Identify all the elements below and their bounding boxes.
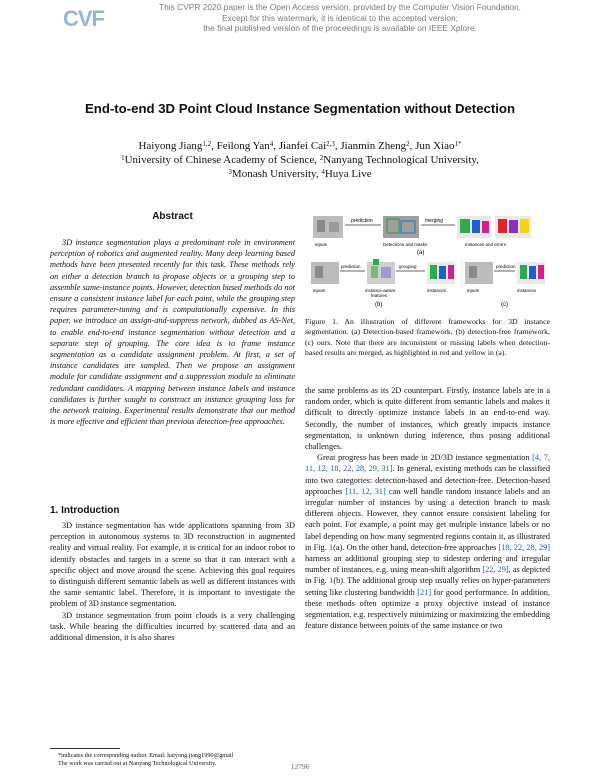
citation-link[interactable]: [11, 12, 31] (345, 486, 386, 496)
scene-thumbnail (367, 262, 395, 284)
author-sup: 1* (454, 140, 462, 148)
grouping-badge (373, 259, 379, 265)
fig-label: Instances and errors (465, 242, 507, 247)
paper-title: End-to-end 3D Point Cloud Instance Segmentation without Detection (84, 101, 516, 116)
fig-label: instance-aware (365, 288, 396, 293)
fig-label: merging (425, 218, 444, 224)
author-sup: 2 (406, 140, 410, 148)
affiliations (40, 168, 560, 182)
affiliations (40, 154, 560, 168)
affiliation: Monash University, (231, 167, 319, 180)
scene-thumbnail (427, 262, 455, 284)
intro-heading: 1. Introduction (50, 505, 120, 516)
author-name: Jun Xiao (415, 140, 455, 152)
watermark-text (150, 2, 530, 34)
author-name: Haiyong Jiang (138, 140, 203, 152)
author-names: Haiyong Jiang$^{1,2}$, Feilong Yan$^4$, Jianfei Cai$^{2,3}$, Jianmin Zheng$^2$, Jun Xiao$^{1*}$ (138, 140, 462, 152)
abstract-paragraph: 3D instance segmentation plays a predominant role in environment perception of robotics and augmented reality. Many deep learning based methods have been presented recently for this task. These methods rely on either a detection branch to propose objects or a grouping step to assemble same-instance points. However, detection based methods do not ensure a consistent instance label for each point, while the grouping step requires parameter-tuning and is computationally expensive. In this paper, we introduce an assign-and-suppress network, dubbed as AS-Net, to enable end-to-end instance segmentation without detection and a separate step of grouping. The core idea is to frame instance segmentation as a candidate assignment problem. At first, a set of instance candidates are sampled. Then we propose an assignment module for candidate assignment and a suppression module to eliminate redundant candidates. A mapping between instance labels and instance candidates is further sought to construct an instance grouping loss for the network training. Experimental results demonstrate that our method is more effective and efficient than previous detection-free approaches. (50, 238, 295, 427)
fig-label: prediction (351, 218, 373, 224)
aff-sup: 4 (321, 167, 325, 176)
intro-text (50, 520, 295, 643)
fig-label: instances (517, 288, 537, 293)
figure-link[interactable]: 1 (329, 576, 334, 586)
text-run: Great progress has been made in 2D/3D instance segmentation (317, 453, 530, 463)
figure-link[interactable]: 1 (328, 542, 334, 552)
citation-link[interactable]: [22, 29] (482, 565, 509, 575)
text-run: (b). The additional group step usually relies on hyper-parameters setting like clustering bandwidth (305, 576, 551, 597)
watermark-line: Except for this watermark, it is identical to the accepted version; (221, 12, 458, 23)
author-name: Jianfei Cai (278, 140, 327, 152)
fig-label: instances (427, 288, 447, 293)
scene-thumbnail (311, 262, 339, 284)
text-run: can well handle random instance labels and an irregular number of instances by using a detection branch to mask different objects. However, they cannot ensure consistent labeling for each point. For example, a point may get multiple instance labels or no label depending on how many segmented regions contain it, as illustrated in Fig. (305, 486, 551, 552)
caption-text: Figure 1. An illustration of different frameworks for 3D instance segmentation. (a) Detection-based framework, (b) detection-free framework, (c) ours. Note that there are inconsistent or missing labels when detection-based results are merged, as highlighted in red and yellow in (a). (305, 317, 550, 358)
aff-sup: 2 (319, 153, 324, 162)
fig-label: features (371, 293, 388, 298)
fig-label: inputs (313, 288, 326, 293)
scene-thumbnail (383, 216, 419, 238)
body-paragraph (305, 452, 550, 631)
affiliation: Huya Live (324, 167, 372, 180)
fig-label: (b) (375, 302, 383, 308)
author-name: Feilong Yan (216, 140, 270, 152)
figure-caption (305, 317, 550, 359)
text-run: harness an additional grouping step to sidestep ordering and irregular number of instances, e.g. using mean-shift algorithm (305, 554, 550, 575)
page-number: 12796 (290, 762, 310, 771)
watermark-header (0, 0, 600, 40)
right-column-text (305, 385, 550, 631)
author-name: Jianmin Zheng (340, 140, 407, 152)
author-sup: 2,3 (326, 140, 335, 148)
text-run: , as depicted in Fig. (305, 565, 550, 586)
scene-thumbnail (465, 262, 493, 284)
fig-label: prediction (496, 264, 516, 269)
citation-link[interactable]: [21] (417, 587, 432, 597)
fig-label: (a) (417, 250, 425, 256)
affiliation: Nanyang Technological University, (323, 153, 479, 166)
body-paragraph: the same problems as its 2D counterpart. Firstly, instance labels are in a random order, which is quite different from semantic labels and makes it difficult to directly optimize instance labels in an end-to-end way. Secondly, the number of instances, which greatly impacts instance segmentation, is unknown during inference, thus posing additional challenges. (305, 386, 550, 452)
scene-thumbnail (313, 216, 343, 238)
affiliation: University of Chinese Academy of Science, (124, 153, 318, 166)
scene-thumbnail (457, 216, 491, 238)
footnote-rule (50, 748, 120, 749)
cvf-logo: CVF (63, 6, 104, 31)
author-sup: 1,2 (202, 140, 212, 148)
watermark-line: This CVPR 2020 paper is the Open Access version, provided by the Computer Vision Foundation. (158, 2, 522, 12)
aff-sup: 1 (121, 153, 125, 162)
footnote-line: *indicates the corresponding author. Email: haiyong.jiang1990@gmail (58, 752, 234, 759)
author-block (40, 140, 560, 181)
fig-label: grouping (399, 264, 417, 269)
fig-label: inputs (467, 288, 480, 293)
text-run: for good performance. In addition, these methods often optimize a proxy objective instead of instance segmentation, e.g. respectively minimizing or maximizing the embedding feature distance between points of the same instance or two (305, 587, 551, 631)
aff-sup: 3 (228, 167, 232, 176)
fig-label: inputs (315, 242, 328, 247)
citation-link[interactable]: [18, 22, 28, 29] (498, 542, 551, 552)
figure-1 (305, 210, 550, 314)
text-run: (a). On the other hand, detection-free approaches (333, 542, 497, 552)
fig-label: Detections and masks (383, 242, 428, 247)
watermark-line: the final published version of the proceedings is available on IEEE Xplore. (203, 23, 477, 33)
scene-thumbnail (517, 262, 545, 284)
citation-link[interactable]: [4, 7, 11, 12, 18, 22, 28, 29, 31] (305, 453, 550, 474)
scene-thumbnail (495, 216, 531, 238)
text-run: . In general, existing methods can be classified into two categories: detection-based and detection-free. Detection-based approaches (305, 464, 550, 496)
abstract-heading: Abstract (152, 211, 193, 222)
fig-label: prediction (341, 264, 361, 269)
author-sup: 4 (269, 140, 274, 148)
intro-paragraph: 3D instance segmentation has wide applications spanning from 3D perception in autonomous systems to 3D reconstruction in augmented reality and virtual reality. For example, it is critical for an indoor robot to identify obstacles and targets in a scene so that it can interact with a specific object and move around the scene. Achieving this goal requires to distinguish different semantic labels as well as different instances with the same semantic label. Therefore, it is important to investigate the problem of 3D instance segmentation. (50, 521, 295, 609)
intro-paragraph: 3D instance segmentation from point clouds is a very challenging task. While bearing the difficulties incurred by scattered data and an additional dimension, it is also shares (50, 610, 295, 643)
abstract-text (50, 237, 295, 427)
footnote-line: The work was carried out at Nanyang Technological University. (58, 759, 217, 767)
fig-label: (c) (501, 302, 508, 308)
